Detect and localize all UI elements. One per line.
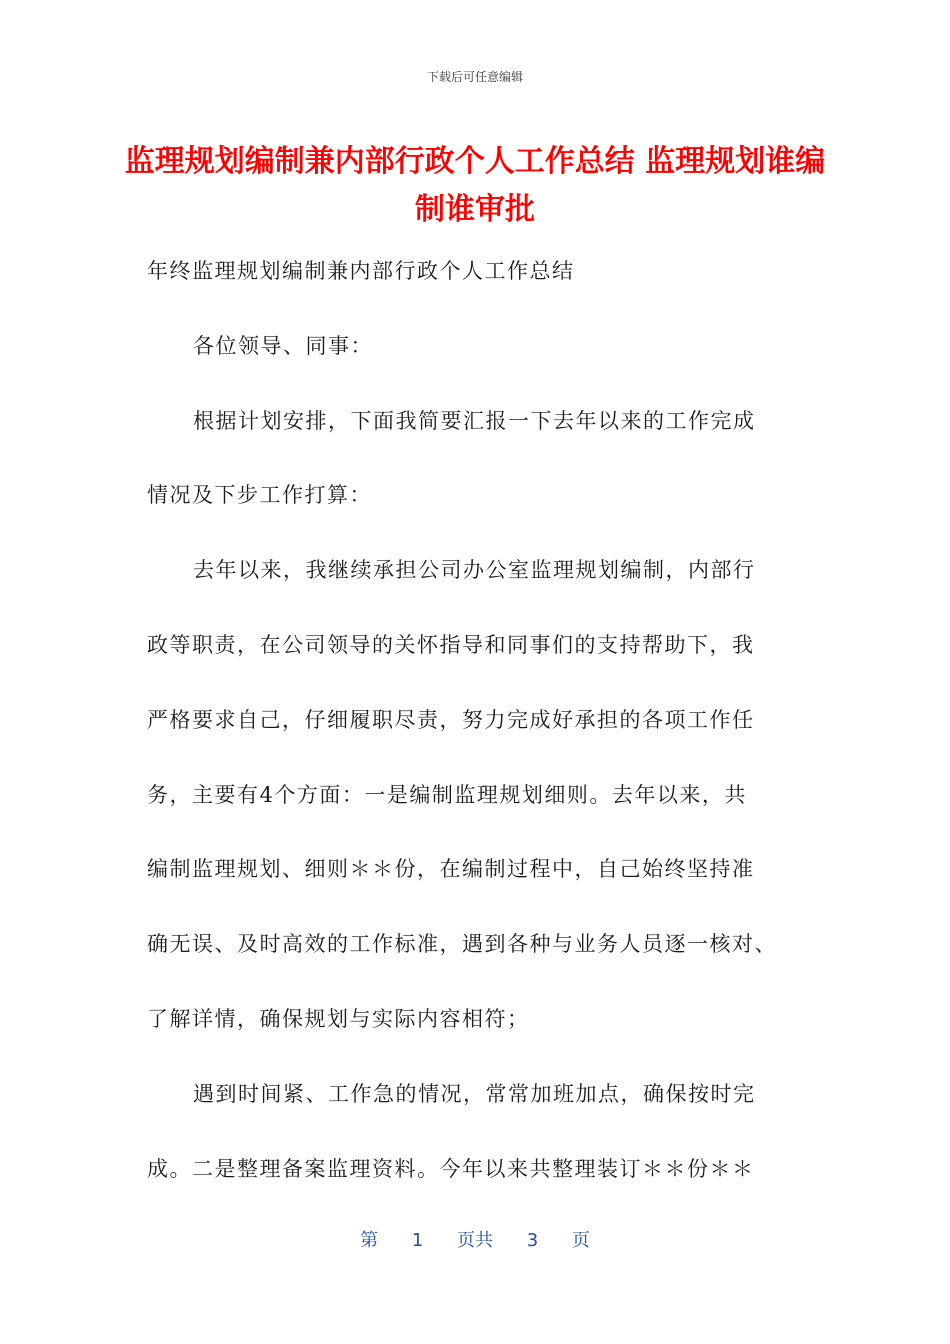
body-line: 年终监理规划编制兼内部行政个人工作总结 — [147, 259, 575, 283]
current-page-number: 1 — [411, 1230, 424, 1251]
body-line: 了解详情，确保规划与实际内容相符； — [147, 1006, 530, 1031]
body-line: 遇到时间紧、工作急的情况，常常加班加点，确保按时完 — [193, 1081, 756, 1106]
document-title: 监理规划编制兼内部行政个人工作总结 监理规划谁编制谁审批 — [124, 144, 826, 227]
body-line: 成。二是整理备案监理资料。今年以来共整理装订＊＊份＊＊ — [147, 1156, 755, 1181]
body-line: 政等职责，在公司领导的关怀指导和同事们的支持帮助下，我 — [147, 632, 755, 657]
document-body — [147, 247, 807, 1219]
page-label-suffix: 页 — [571, 1230, 590, 1251]
body-line: 去年以来，我继续承担公司办公室监理规划编制，内部行 — [193, 558, 756, 583]
page-footer — [0, 1226, 950, 1252]
total-pages-number: 3 — [526, 1230, 539, 1251]
body-line: 严格要求自己，仔细履职尽责，努力完成好承担的各项工作任 — [147, 707, 755, 732]
page-label-mid: 页共 — [457, 1230, 493, 1251]
body-line: 各位领导、同事： — [193, 333, 373, 358]
header-note: 下载后可任意编辑 — [426, 70, 523, 84]
body-line: 务，主要有4个方面：一是编制监理规划细则。去年以来，共 — [147, 782, 747, 807]
page-label-prefix: 第 — [360, 1230, 379, 1251]
body-line: 根据计划安排，下面我简要汇报一下去年以来的工作完成 — [193, 408, 756, 433]
body-line: 编制监理规划、细则＊＊份，在编制过程中，自己始终坚持准 — [147, 857, 755, 882]
body-line: 情况及下步工作打算： — [147, 483, 372, 508]
body-line: 确无误、及时高效的工作标准，遇到各种与业务人员逐一核对、 — [147, 932, 777, 957]
